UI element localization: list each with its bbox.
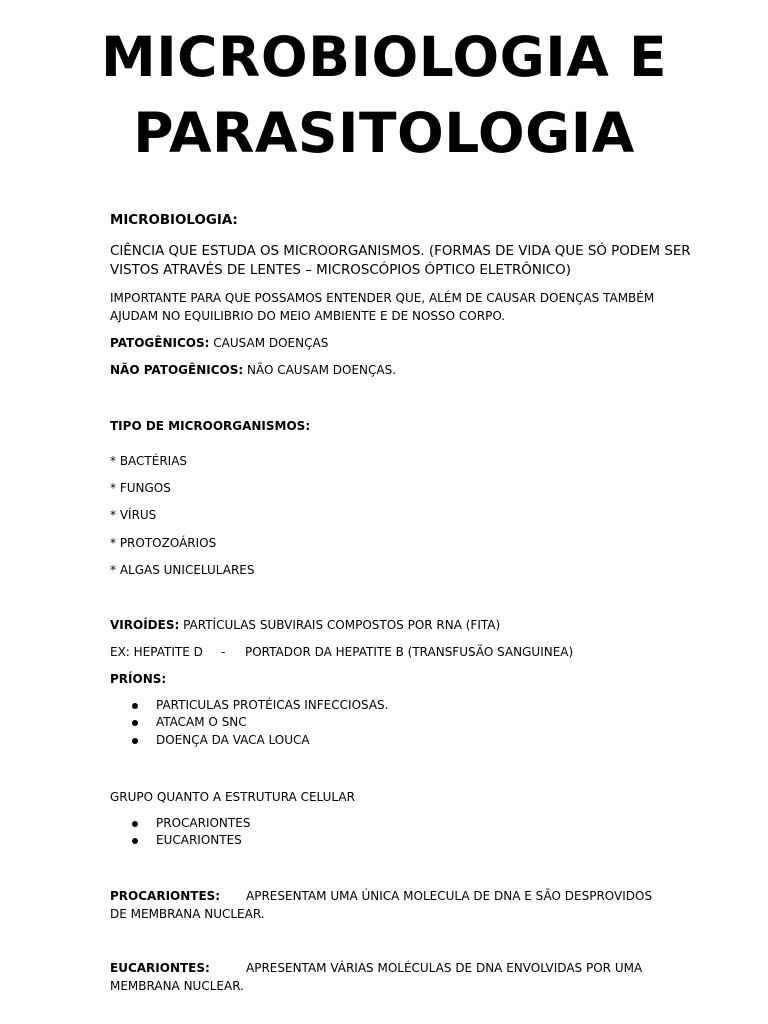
tipo-item: * VÍRUS bbox=[110, 508, 157, 522]
nao-patogenicos-label: NÃO PATOGÊNICOS: bbox=[110, 363, 244, 377]
list-item-text: EUCARIONTES bbox=[156, 833, 242, 848]
definition-line-1: CIÊNCIA QUE ESTUDA OS MICROORGANISMOS. (FORMAS DE VIDA QUE SÓ PODEM SER bbox=[110, 244, 691, 259]
patogenicos-line bbox=[110, 337, 328, 349]
eucariontes-line-1 bbox=[110, 962, 642, 974]
list-item-text: ATACAM O SNC bbox=[156, 715, 247, 730]
procariontes-label: PROCARIONTES: bbox=[110, 889, 221, 903]
list-item bbox=[110, 815, 250, 832]
estrutura-heading: GRUPO QUANTO A ESTRUTURA CELULAR bbox=[110, 790, 355, 804]
bullet-icon bbox=[132, 821, 138, 827]
patogenicos-label: PATOGÊNICOS: bbox=[110, 336, 210, 350]
list-item bbox=[110, 832, 250, 849]
list-item-text: PROCARIONTES bbox=[156, 816, 251, 830]
bullet-icon bbox=[132, 720, 138, 726]
procariontes-line-1 bbox=[110, 890, 652, 902]
tipo-item: * BACTÉRIAS bbox=[110, 454, 188, 468]
viroides-line bbox=[110, 619, 500, 631]
example-left: EX: HEPATITE D bbox=[110, 645, 203, 659]
definition-line-2: VISTOS ATRAVÉS DE LENTES – MICROSCÓPIOS ÓPTICO ELETRÔNICO) bbox=[110, 263, 571, 278]
eucariontes-line-2: MEMBRANA NUCLEAR. bbox=[110, 979, 244, 993]
bullet-icon bbox=[132, 738, 138, 744]
nao-patogenicos-line bbox=[110, 364, 396, 376]
example-dash: - bbox=[221, 645, 226, 659]
list-item-text: PARTICULAS PROTÉICAS INFECCIOSAS. bbox=[156, 698, 389, 712]
list-item bbox=[110, 697, 389, 714]
tipo-item: * ALGAS UNICELULARES bbox=[110, 563, 255, 577]
microbiologia-heading: MICROBIOLOGIA: bbox=[110, 213, 238, 228]
patogenicos-text: CAUSAM DOENÇAS bbox=[209, 336, 329, 350]
prions-list bbox=[110, 697, 389, 749]
procariontes-text-1: APRESENTAM UMA ÚNICA MOLECULA DE DNA E SÃO DESPROVIDOS bbox=[246, 889, 653, 903]
document-title-line-2: PARASITOLOGIA bbox=[133, 101, 635, 165]
eucariontes-label: EUCARIONTES: bbox=[110, 961, 210, 975]
example-right: PORTADOR DA HEPATITE B (TRANSFUSÃO SANGUINEA) bbox=[245, 645, 574, 659]
viroides-text: PARTÍCULAS SUBVIRAIS COMPOSTOS POR RNA (FITA) bbox=[179, 618, 501, 632]
tipos-heading: TIPO DE MICROORGANISMOS: bbox=[110, 419, 311, 433]
eucariontes-text-1: APRESENTAM VÁRIAS MOLÉCULAS DE DNA ENVOLVIDAS POR UMA bbox=[246, 961, 643, 975]
tipo-item: * FUNGOS bbox=[110, 481, 171, 495]
tipo-item: * PROTOZOÁRIOS bbox=[110, 536, 217, 550]
viroides-label: VIROÍDES: bbox=[110, 618, 180, 632]
importance-line-1: IMPORTANTE PARA QUE POSSAMOS ENTENDER QUE, ALÉM DE CAUSAR DOENÇAS TAMBÉM bbox=[110, 291, 655, 305]
prions-label: PRÍONS: bbox=[110, 672, 167, 686]
list-item bbox=[110, 714, 389, 731]
nao-patogenicos-text: NÃO CAUSAM DOENÇAS. bbox=[243, 363, 397, 377]
viroides-example-line bbox=[110, 646, 573, 658]
estrutura-list bbox=[110, 815, 250, 850]
list-item-text: DOENÇA DA VACA LOUCA bbox=[156, 732, 310, 747]
bullet-icon bbox=[132, 838, 138, 844]
procariontes-line-2: DE MEMBRANA NUCLEAR. bbox=[110, 907, 265, 921]
document-title-line-1: MICROBIOLOGIA E bbox=[100, 25, 668, 89]
list-item bbox=[110, 732, 389, 749]
importance-line-2: AJUDAM NO EQUILIBRIO DO MEIO AMBIENTE E DE NOSSO CORPO. bbox=[110, 309, 506, 323]
bullet-icon bbox=[132, 703, 138, 709]
